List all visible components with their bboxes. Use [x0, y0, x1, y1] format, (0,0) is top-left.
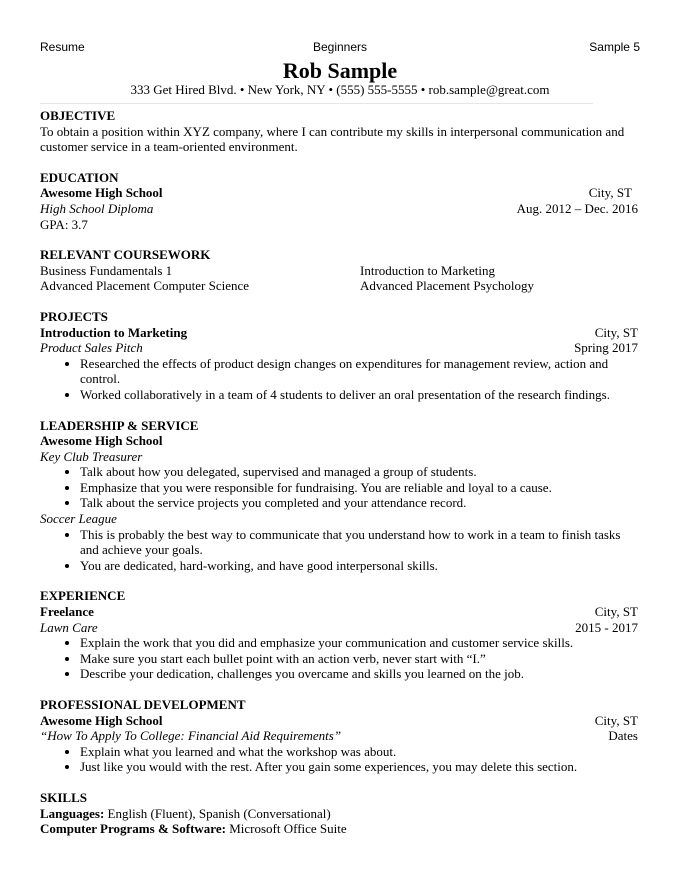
bullet-item: • Describe your dedication, challenges you overcame and skills you learned on the job.: [80, 666, 638, 682]
header-divider: [40, 103, 593, 104]
course-item: Advanced Placement Computer Science: [40, 278, 250, 294]
project-bullets: [40, 356, 638, 403]
experience-bullets: [40, 635, 638, 682]
gpa: GPA: 3.7: [40, 216, 88, 232]
bullet-item: • Talk about how you delegated, supervised and managed a group of students.: [80, 464, 638, 480]
job-dates: 2015 - 2017: [575, 619, 638, 635]
experience-employer-row: [40, 604, 638, 620]
header-left: Resume: [40, 40, 85, 54]
role-title: Soccer League: [40, 511, 117, 527]
school-name: Awesome High School: [40, 185, 163, 201]
degree: High School Diploma: [40, 200, 154, 216]
education-dates: Aug. 2012 – Dec. 2016: [516, 200, 638, 216]
course-item: Introduction to Marketing: [360, 262, 496, 278]
project-location: City, ST: [594, 324, 638, 340]
section-heading: RELEVANT COURSEWORK: [40, 247, 211, 263]
leadership-section: [40, 418, 638, 574]
section-heading: SKILLS: [40, 789, 87, 805]
section-heading: PROFESSIONAL DEVELOPMENT: [40, 697, 246, 712]
role-bullets: [40, 527, 638, 574]
pd-workshop: “How To Apply To College: Financial Aid Requirements”: [40, 728, 342, 744]
skill-software: [40, 821, 638, 837]
bullet-item: • Worked collaboratively in a team of 4 students to deliver an oral presentation of the research findings.: [80, 387, 638, 403]
pd-location: City, ST: [594, 712, 638, 728]
bullet-item: • Explain what you learned and what the workshop was about.: [80, 744, 638, 760]
bullet-item: • You are dedicated, hard-working, and have good interpersonal skills.: [80, 558, 638, 574]
bullet-item: • Emphasize that you were responsible for fundraising. You are reliable and loyal to a cause.: [80, 480, 638, 496]
education-degree-row: [40, 201, 638, 217]
bullet-item: • Talk about the service projects you completed and your attendance record.: [80, 495, 638, 511]
education-school-row: [40, 185, 638, 201]
objective-text: To obtain a position within XYZ company, where I can contribute my skills in interpersonal communication and customer service in a team-oriented environment.: [40, 123, 625, 155]
course-item: Business Fundamentals 1: [40, 262, 173, 278]
skills-section: [40, 790, 638, 837]
job-role: Lawn Care: [40, 619, 98, 635]
bullet-item: • This is probably the best way to communicate that you understand how to work in a team to finish tasks and achieve your goals.: [80, 527, 638, 558]
school-location: City, ST: [588, 185, 632, 201]
objective-section: [40, 108, 638, 155]
page-header: [40, 40, 640, 56]
section-heading: LEADERSHIP & SERVICE: [40, 417, 199, 433]
skill-languages: [40, 806, 638, 822]
projects-section: [40, 309, 638, 403]
pd-workshop-row: [40, 728, 638, 744]
coursework-section: [40, 247, 638, 294]
pd-org-row: [40, 713, 638, 729]
coursework-grid: [40, 263, 638, 294]
project-date: Spring 2017: [574, 340, 638, 356]
skill-label: Languages:: [40, 805, 105, 821]
professional-development-section: [40, 697, 638, 775]
skill-value: English (Fluent), Spanish (Conversational): [104, 805, 331, 821]
education-section: [40, 170, 638, 232]
bullet-item: • Just like you would with the rest. After you gain some experiences, you may delete this section.: [80, 759, 638, 775]
bullet-item: • Researched the effects of product design changes on expenditures for management review, action and control.: [80, 356, 638, 387]
section-heading: EXPERIENCE: [40, 588, 126, 604]
header-right: Sample 5: [589, 40, 640, 54]
experience-section: [40, 588, 638, 682]
resume-body: [40, 108, 638, 837]
project-title-row: [40, 325, 638, 341]
employer-location: City, ST: [594, 604, 638, 620]
course-item: Advanced Placement Psychology: [360, 278, 535, 294]
section-heading: EDUCATION: [40, 169, 119, 185]
project-title: Introduction to Marketing: [40, 324, 188, 340]
leadership-org: Awesome High School: [40, 433, 163, 449]
project-subtitle: Product Sales Pitch: [40, 340, 143, 356]
section-heading: PROJECTS: [40, 308, 108, 324]
bullet-item: • Explain the work that you did and emphasize your communication and customer service skills.: [80, 635, 638, 651]
section-heading: OBJECTIVE: [40, 108, 116, 123]
role-bullets: [40, 464, 638, 511]
skill-value: Microsoft Office Suite: [225, 821, 347, 837]
role-title: Key Club Treasurer: [40, 448, 143, 464]
pd-bullets: [40, 744, 638, 775]
pd-dates: Dates: [608, 728, 638, 744]
candidate-name: Rob Sample: [282, 58, 398, 83]
skill-label: Computer Programs & Software:: [40, 821, 226, 837]
pd-org: Awesome High School: [40, 712, 163, 728]
header-center: Beginners: [312, 40, 368, 54]
contact-line: 333 Get Hired Blvd. • New York, NY • (555) 555-5555 • rob.sample@great.com: [130, 82, 550, 97]
bullet-item: • Make sure you start each bullet point with an action verb, never start with “I.”: [80, 651, 638, 667]
employer-name: Freelance: [40, 604, 94, 620]
experience-role-row: [40, 620, 638, 636]
project-subtitle-row: [40, 340, 638, 356]
